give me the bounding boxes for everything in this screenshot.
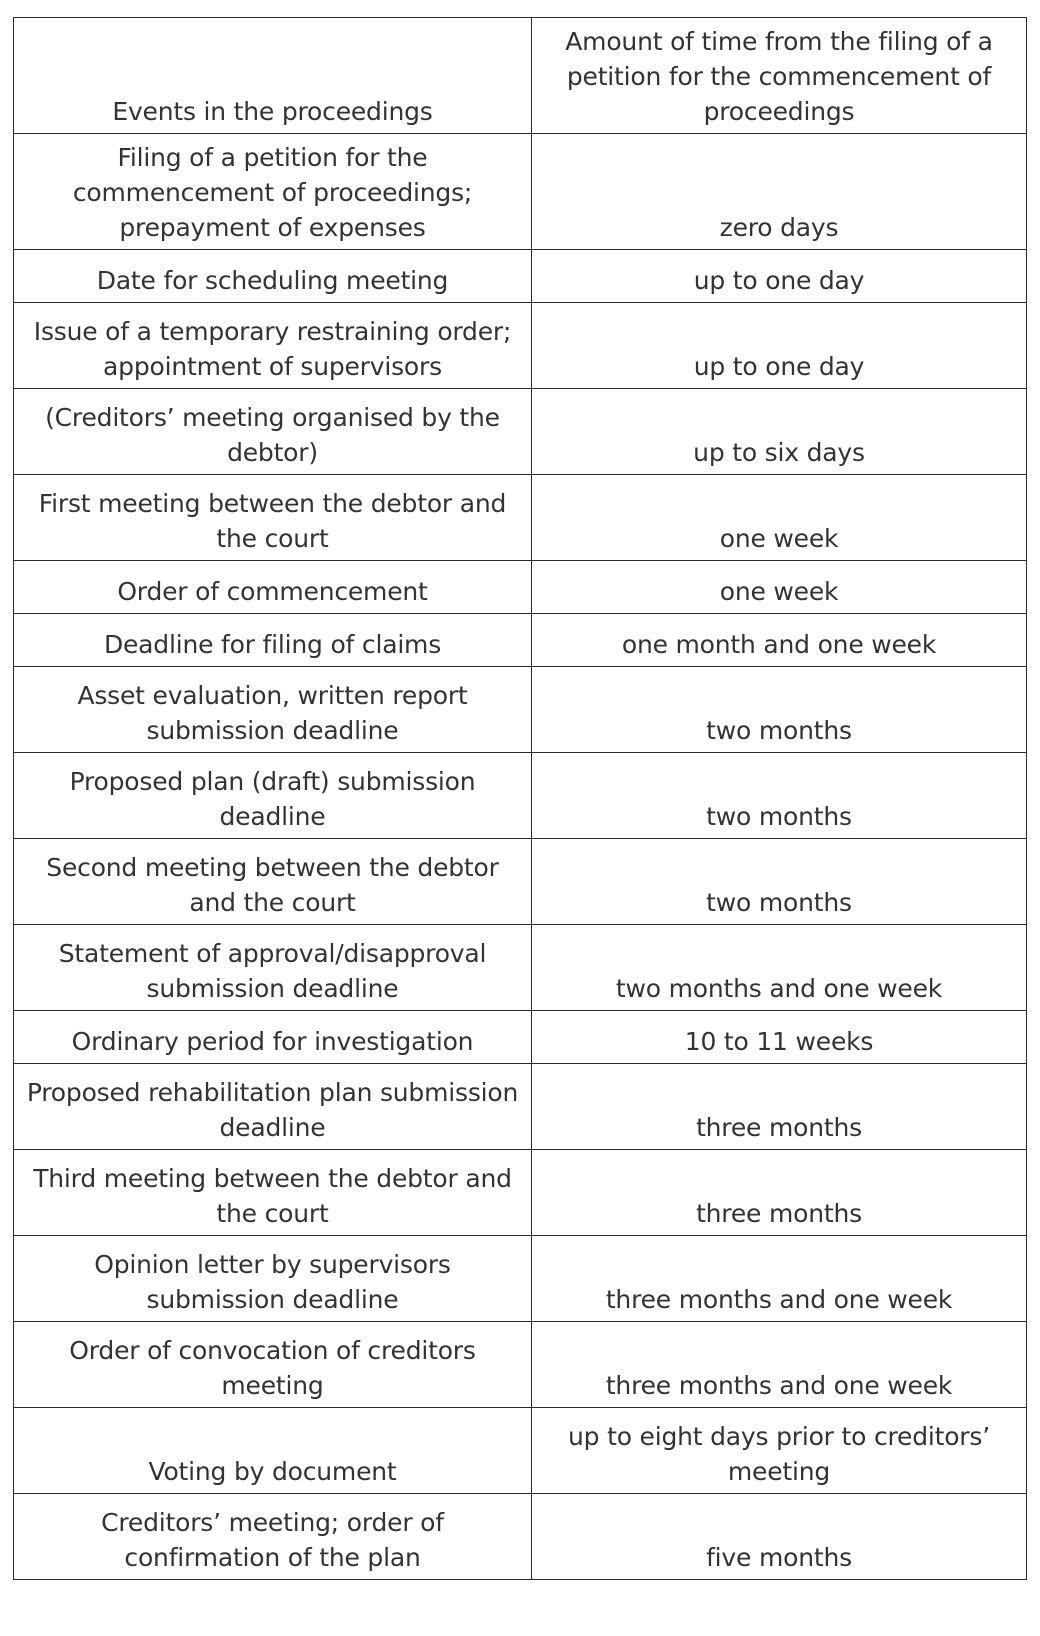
event-cell: Second meeting between the debtor and the court xyxy=(14,839,532,925)
time-cell: up to one day xyxy=(532,303,1027,389)
table-row xyxy=(14,925,1027,1011)
time-cell: one week xyxy=(532,561,1027,614)
time-cell: two months xyxy=(532,839,1027,925)
table-header-row xyxy=(14,18,1027,134)
event-cell: Date for scheduling meeting xyxy=(14,250,532,303)
time-cell: three months and one week xyxy=(532,1236,1027,1322)
event-cell: Statement of approval/disapproval submission deadline xyxy=(14,925,532,1011)
table-row xyxy=(14,134,1027,250)
table-row xyxy=(14,250,1027,303)
table-row xyxy=(14,667,1027,753)
event-cell: First meeting between the debtor and the court xyxy=(14,475,532,561)
table-row xyxy=(14,1236,1027,1322)
time-cell: up to six days xyxy=(532,389,1027,475)
event-cell: Asset evaluation, written report submission deadline xyxy=(14,667,532,753)
time-cell: zero days xyxy=(532,134,1027,250)
table-row xyxy=(14,475,1027,561)
event-cell: Issue of a temporary restraining order; appointment of supervisors xyxy=(14,303,532,389)
table-row xyxy=(14,1322,1027,1408)
table-row xyxy=(14,753,1027,839)
time-cell: one week xyxy=(532,475,1027,561)
time-cell: two months xyxy=(532,667,1027,753)
time-cell: two months xyxy=(532,753,1027,839)
header-events: Events in the proceedings xyxy=(14,18,532,134)
table-row xyxy=(14,561,1027,614)
time-cell: three months xyxy=(532,1064,1027,1150)
event-cell: Third meeting between the debtor and the court xyxy=(14,1150,532,1236)
header-time: Amount of time from the filing of a petition for the commencement of proceedings xyxy=(532,18,1027,134)
event-cell: (Creditors’ meeting organised by the debtor) xyxy=(14,389,532,475)
table-row xyxy=(14,1494,1027,1580)
event-cell: Proposed rehabilitation plan submission deadline xyxy=(14,1064,532,1150)
event-cell: Ordinary period for investigation xyxy=(14,1011,532,1064)
event-cell: Deadline for filing of claims xyxy=(14,614,532,667)
table-row xyxy=(14,1064,1027,1150)
event-cell: Voting by document xyxy=(14,1408,532,1494)
table-row xyxy=(14,1408,1027,1494)
time-cell: five months xyxy=(532,1494,1027,1580)
time-cell: 10 to 11 weeks xyxy=(532,1011,1027,1064)
event-cell: Opinion letter by supervisors submission deadline xyxy=(14,1236,532,1322)
event-cell: Order of commencement xyxy=(14,561,532,614)
event-cell: Filing of a petition for the commencement of proceedings; prepayment of expenses xyxy=(14,134,532,250)
event-cell: Order of convocation of creditors meeting xyxy=(14,1322,532,1408)
time-cell: up to eight days prior to creditors’ meeting xyxy=(532,1408,1027,1494)
table-row xyxy=(14,614,1027,667)
event-cell: Creditors’ meeting; order of confirmation of the plan xyxy=(14,1494,532,1580)
time-cell: up to one day xyxy=(532,250,1027,303)
time-cell: three months xyxy=(532,1150,1027,1236)
table-row xyxy=(14,1011,1027,1064)
table-row xyxy=(14,303,1027,389)
proceedings-timeline-table xyxy=(13,17,1027,1580)
time-cell: one month and one week xyxy=(532,614,1027,667)
table-row xyxy=(14,1150,1027,1236)
table-row xyxy=(14,839,1027,925)
event-cell: Proposed plan (draft) submission deadline xyxy=(14,753,532,839)
table-row xyxy=(14,389,1027,475)
time-cell: two months and one week xyxy=(532,925,1027,1011)
time-cell: three months and one week xyxy=(532,1322,1027,1408)
